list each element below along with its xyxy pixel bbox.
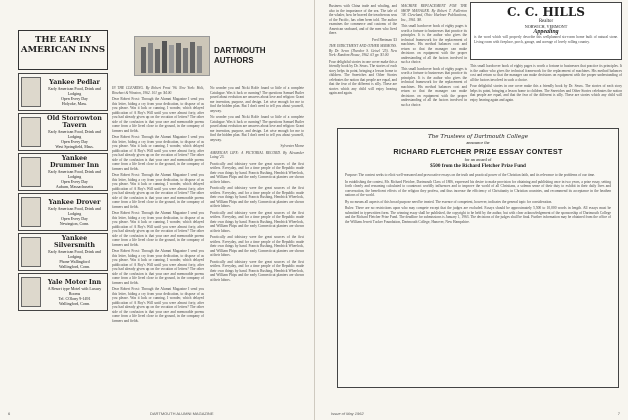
- inn-name: Yankee Drover: [48, 197, 101, 206]
- review-text-continued: This small hardcover book of eighty pages is worth a fortune to businesses that practice its principles. It is the author who gives the technical framework for the replacement of machines. His method balances cost and return so that the manager can make decisions on equipment with the proper understanding of all the factors involved in such a choice.: [470, 64, 622, 82]
- inn-emblem-icon: [21, 117, 41, 147]
- review-text-repeat: Practically and tohistory were the great sources of the first settlers. Everyday, and for a time people of the Republic made their own things by hand. Francis Rushing, Hendrick Wheelock, and William Phips and the early Connecticut planters are shown at their labors.: [210, 259, 304, 282]
- inn-emblem-icon: [21, 197, 41, 227]
- inn-ad-drover: [18, 193, 108, 231]
- right-page: [314, 0, 628, 420]
- inn-ad-yale-motor-inn: [18, 273, 108, 311]
- inns-ad-header: THE EARLY AMERICAN INNS: [18, 30, 108, 70]
- inn-line: Phone Wallingford: [59, 259, 90, 264]
- realtor-ad: [470, 2, 622, 60]
- contest-body: In establishing the contest, Mr. Richard Fletcher, Dartmouth Class of 1806, expressed his desire to make provision for obtaining and publishing once in two years, a prize essay, setting forth clearly and reasoning calculated to counteract worldly influences and to improve the world of all Christians, a solemn sense of their duty to exhibit in their daily lives and conversation, the beneficent effects of the religion they profess, and thus increase the efficiency of Christianity in Christian countries, and recommend its acceptance in the heathen nations of the world.: [345, 179, 611, 197]
- inn-name: Yale Motor Inn: [47, 277, 102, 286]
- prize-contest-announcement: [337, 128, 619, 388]
- contest-title: RICHARD FLETCHER PRIZE ESSAY CONTEST: [393, 147, 563, 156]
- realtor-name: C. C. HILLS: [507, 5, 585, 19]
- inn-name: Yankee Drummer Inn: [49, 154, 100, 169]
- inn-emblem-icon: [21, 237, 41, 267]
- inn-line: Open Every Day: [61, 139, 88, 144]
- inn-line: Early American Food, Drink and Lodging: [48, 249, 101, 259]
- review-text-repeat: Dear Robert Frost: Through the Alumni Magazine I send you this letter, hiding a cry from your dedication, to dispose of as you please. Was it luck or cunning, I wonder, which delayed publication of A Boy's Will until you were almost forty, after you had already given up on the vocation of letters? The other side of the confusion is that your rare and memorable poems come from a life lived close to the ground, in the company of farmers and fields.: [112, 287, 204, 323]
- page-number: 7: [617, 411, 620, 416]
- inn-location: Wallingford, Conn.: [59, 264, 90, 269]
- review-column-1: [112, 86, 204, 391]
- inn-line: Early American Food, Drink and Lodging: [48, 169, 101, 179]
- inn-line: Tel. COlony 9-1491: [58, 295, 91, 301]
- review-text: Dear Robert Frost: Through the Alumni Magazine I send you this letter, hiding a cry from your dedication, to dispose of as you please. Was it luck or cunning, I wonder, which delayed publication of A Boy's Will until you were almost forty, after you had already given up on the vocation of letters? The other side of the confusion is that your rare and memorable poems come from a life lived close to the ground, in the company of farmers and fields.: [112, 97, 204, 133]
- inn-location: Holyoke, Mass.: [61, 100, 88, 106]
- review-title: IN THE CLEARING. By Robert Frost '96. New York: Holt, Rinehart & Winston, 1962. 101 pp. $4.00.: [112, 86, 204, 95]
- review-column-5: [470, 64, 622, 124]
- inn-line: Early American Food, Drink and Lodging: [48, 205, 101, 216]
- inn-ad-storrowton: [18, 113, 108, 151]
- review-title: AMERICAN LIFE: A PICTORIAL RECORD. By Alexander Laing '25.: [210, 150, 304, 159]
- page-number: 6: [8, 411, 11, 416]
- review-title: THE INDICTMENT AND OTHER SERMONS. By Dr. Sewn (Theodor S. Geisel '25). New York: Random House, 1962. 63 pp. $3.00.: [329, 44, 397, 57]
- inn-location: Wallingford, Conn.: [59, 300, 90, 306]
- inn-name: Old Storrowton Tavern: [47, 114, 102, 129]
- review-text: This small hardcover book of eighty pages is worth a fortune to businesses that practice its principles. It is the author who gives the technical framework for the replacement of machines. His method balances cost and return so that the manager can make decisions on equipment with the proper understanding of all the factors involved in such a choice.: [401, 24, 467, 64]
- inn-name: Yankee Pedlar: [49, 77, 100, 86]
- contest-award: for an award of: [464, 157, 492, 162]
- review-text-repeat: Practically and tohistory were the great sources of the first settlers. Everyday, and for a time people of the Republic made their own things by hand. Francis Rushing, Hendrick Wheelock, and William Phips and the early Connecticut planters are shown at their labors.: [210, 235, 304, 257]
- realtor-tagline: Appealing: [533, 29, 559, 35]
- review-text-repeat: Dear Robert Frost: Through the Alumni Magazine I send you this letter, hiding a cry from your dedication, to dispose of as you please. Was it luck or cunning, I wonder, which delayed publication of A Boy's Will until you were almost forty, after you had already given up on the vocation of letters? The other side of the confusion is that your rare and memorable poems come from a life lived close to the ground, in the company of farmers and fields.: [112, 173, 204, 209]
- inn-ad-drummer: [18, 153, 108, 191]
- inn-location: Auburn, Massachusetts: [55, 184, 94, 189]
- reviewer-signature: Fred Bertman '43: [371, 37, 397, 42]
- contest-note: By no means all aspects of this broad purpose need be treated. The essence of competent, however, indicates the general topic for consideration.: [345, 199, 553, 204]
- inn-location: Newington, Conn.: [59, 220, 90, 226]
- inn-line: Early American Food, Drink and Lodging: [48, 85, 101, 96]
- review-text-repeat: No wonder you and Nicki Rolfe found so little of a complete Catalogue. Was it luck or cunning? The questions Samuel Butler posed about evolution are answers about love and religion: Grant me invention, purpose, and design. Let wise enough for me to find the hidden plan. But I don't need to tell you about yourself, anyway.: [210, 115, 304, 142]
- section-title: DARTMOUTH AUTHORS: [214, 46, 266, 65]
- inn-ad-yankee-pedlar: [18, 73, 108, 111]
- review-column-3: [329, 4, 397, 126]
- inn-ad-silversmith: [18, 233, 108, 271]
- inn-line: Open Every Day: [61, 215, 88, 221]
- magazine-footer: DARTMOUTH ALUMNI MAGAZINE: [150, 411, 214, 416]
- review-text-repeat: Dear Robert Frost: Through the Alumni Magazine I send you this letter, hiding a cry from your dedication, to dispose of as you please. Was it luck or cunning, I wonder, which delayed publication of A Boy's Will until you were almost forty, after you had already given up on the vocation of letters? The other side of the confusion is that your rare and memorable poems come from a life lived close to the ground, in the company of farmers and fields.: [112, 135, 204, 171]
- review-column-4: [401, 4, 467, 126]
- inn-line: Early American Food, Drink and Lodging: [48, 129, 101, 139]
- review-text: Practically and tohistory were the great sources of the first settlers. Everyday, and for a time people of the Republic made their own things by hand. Francis Rushing, Hendrick Wheelock, and William Phips and the early Connecticut planters are shown at their labors.: [210, 161, 304, 184]
- realtor-text: is the word which will properly describe this wellplanned six-room home built of natural stone. Living room with fireplace, porch, garage, and acreage of lovely rolling country.: [474, 35, 618, 44]
- review-title: MACHINE REPLACEMENT FOR THE SHOP MANAGER. By Robert T. Fullerton '38. Cleveland, Ohio: Huebner Publications, Inc., 1961. $8.: [401, 4, 467, 22]
- review-text-repeat: Practically and tohistory were the great sources of the first settlers. Everyday, and for a time people of the Republic made their own things by hand. Francis Rushing, Hendrick Wheelock, and William Phips and the early Connecticut planters are shown at their labors.: [210, 186, 304, 208]
- contest-rules: Rules: There are no restrictions upon who may compete except that the judges are excluded. Essays should be approximately 5,500 to 10,000 words in length. All essays must be submitted in typewritten form. The winning essay shall be published, the copyright to be held by the author, but with clear acknowledgement of the sponsorship of Dartmouth College and the Richard Fletcher Prize Fund. The deadline for submissions is January 1, 1963. The decisions of the judges shall be final. Further information may be obtained from the office of the William Jewett Tucker Foundation, Dartmouth College, Hanover, New Hampshire.: [345, 206, 611, 224]
- reviewer-signature: Sylvester Morse: [280, 144, 304, 148]
- review-text: Four delightful stories in one cover make this a friendly book by Dr. Seuss. The stories of each story helps its point, bringing a lesson home to children. The Sneetches and Other Stories celebrates the notion that people are equal, and that the fear of the different is silly. These are stories which any child will enjoy hearing again and again.: [329, 59, 397, 95]
- contest-purpose: Purpose: The contest seeks to elicit well-reasoned and provocative essays on the truth and practical power of the Christian faith, and its relevance to the problems of our time.: [345, 173, 596, 177]
- inn-location: West Springfield, Mass.: [55, 144, 94, 149]
- review-text-repeat: Practically and tohistory were the great sources of the first settlers. Everyday, and for a time people of the Republic made their own things by hand. Francis Rushing, Hendrick Wheelock, and William Phips and the early Connecticut planters are shown at their labors.: [210, 210, 304, 233]
- review-text: No wonder you and Nicki Rolfe found so little of a complete Catalogue. Was it luck or cunning? The questions Samuel Butler posed about evolution are answers about love and religion: Grant me invention, purpose, and design. Let wise enough for me to find the hidden plan. But I don't need to tell you about yourself, anyway.: [210, 86, 304, 113]
- inn-emblem-icon: [21, 77, 41, 107]
- books-photo: [134, 36, 210, 76]
- realtor-place: NORWICH, VERMONT: [524, 24, 568, 29]
- contest-org: The Trustees of Dartmouth College: [427, 134, 529, 140]
- inn-line: Open Every Day: [61, 95, 88, 101]
- inns-ad-column: [18, 30, 108, 392]
- review-text: Business with China trade and whaling, and also in the importance of the sea. The tale of the whaler, how he braved the treacherous seas of the Pacific, has often been told. The author examines the commerce and customs of the American seaboard, and of the men who lived there.: [329, 4, 397, 35]
- realtor-title: Realtor: [538, 19, 554, 24]
- issue-footer: Issue of May 1962: [331, 411, 364, 416]
- review-text-continued: Four delightful stories in one cover make this a friendly book by Dr. Seuss. The stories of each story helps its point, bringing a lesson home to children. The Sneetches and Other Stories celebrates the notion that people are equal, and that the fear of the different is silly. These are stories which any child will enjoy hearing again and again.: [470, 84, 622, 102]
- inn-line: A Resort type Motel with Luxury Rooms: [47, 285, 102, 296]
- inn-name: Yankee Silversmith: [53, 234, 95, 249]
- review-column-2: [210, 86, 304, 391]
- contest-announce: announce the: [466, 140, 490, 145]
- contest-amount: $500 from the Richard Fletcher Prize Fund: [430, 163, 526, 169]
- review-text-repeat: This small hardcover book of eighty pages is worth a fortune to businesses that practice its principles. It is the author who gives the technical framework for the replacement of machines. His method balances cost and return so that the manager can make decisions on equipment with the proper understanding of all the factors involved in such a choice.: [401, 66, 467, 107]
- review-text-repeat: Dear Robert Frost: Through the Alumni Magazine I send you this letter, hiding a cry from your dedication, to dispose of as you please. Was it luck or cunning, I wonder, which delayed publication of A Boy's Will until you were almost forty, after you had already given up on the vocation of letters? The other side of the confusion is that your rare and memorable poems come from a life lived close to the ground, in the company of farmers and fields.: [112, 211, 204, 247]
- inn-emblem-icon: [21, 277, 41, 307]
- inn-emblem-icon: [21, 157, 41, 187]
- inn-line: Open Every Day: [61, 179, 88, 184]
- review-text-repeat: Dear Robert Frost: Through the Alumni Magazine I send you this letter, hiding a cry from your dedication, to dispose of as you please. Was it luck or cunning, I wonder, which delayed publication of A Boy's Will until you were almost forty, after you had already given up on the vocation of letters? The other side of the confusion is that your rare and memorable poems come from a life lived close to the ground, in the company of farmers and fields.: [112, 249, 204, 285]
